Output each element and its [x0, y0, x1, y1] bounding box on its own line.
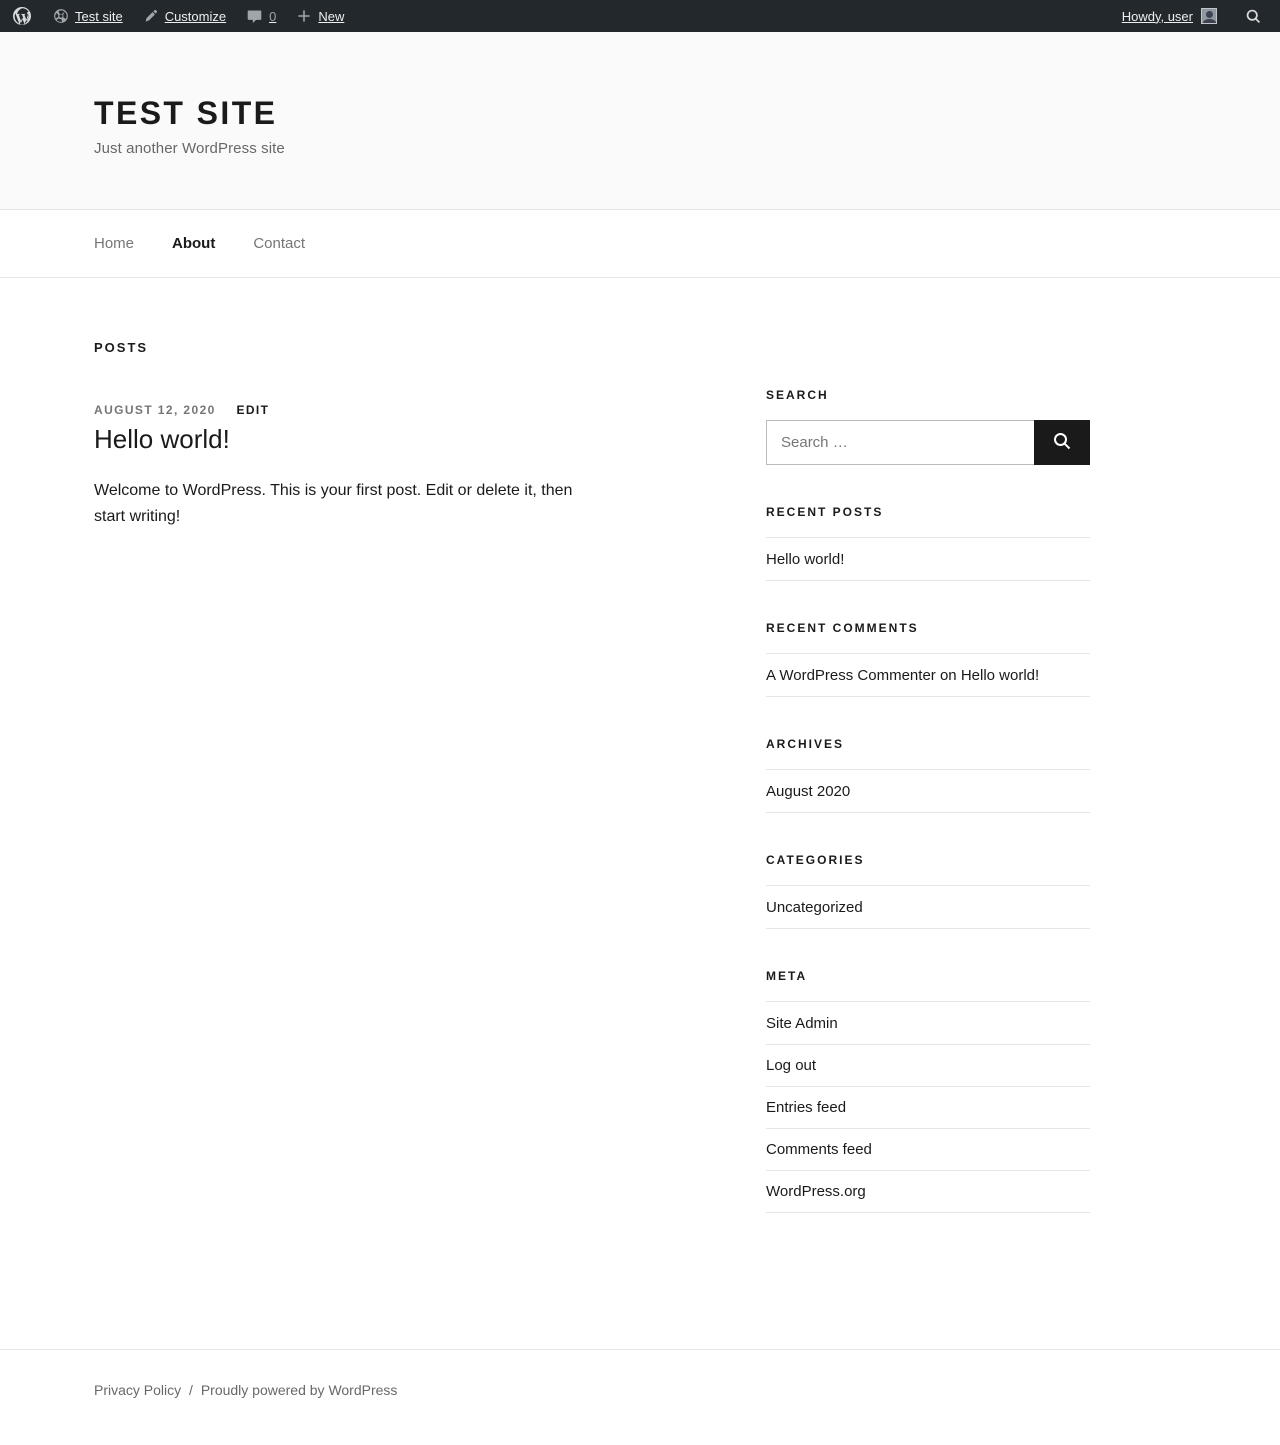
- list-item[interactable]: [766, 1171, 1090, 1213]
- list-item[interactable]: [766, 769, 1090, 813]
- site-branding: [94, 94, 1186, 157]
- search-input[interactable]: [766, 420, 1034, 465]
- recent-comments-list: [766, 653, 1090, 697]
- search-icon: [1245, 8, 1262, 25]
- comments-link[interactable]: [236, 0, 286, 32]
- primary-content: [94, 340, 686, 530]
- new-content-menu[interactable]: [286, 0, 354, 32]
- howdy-label: Howdy, user: [1121, 8, 1193, 24]
- meta-link-entries-feed[interactable]: Entries feed: [766, 1099, 847, 1117]
- post-excerpt: Welcome to WordPress. This is your first post. Edit or delete it, then start writing!: [94, 481, 573, 526]
- comments-count: 0: [269, 8, 277, 24]
- widget-title-search: SEARCH: [766, 388, 829, 403]
- new-label: New: [318, 8, 345, 24]
- admin-search-button[interactable]: [1237, 8, 1270, 25]
- wp-admin-bar: [0, 0, 1280, 32]
- footer-inner: [94, 1382, 1186, 1398]
- search-icon: [1052, 431, 1072, 454]
- nav-link-contact[interactable]: Contact: [253, 234, 306, 252]
- archives-list: [766, 769, 1090, 813]
- post-content: [94, 478, 686, 531]
- admin-bar-right: [1112, 0, 1270, 32]
- list-item[interactable]: [766, 653, 1090, 697]
- post-title-link[interactable]: Hello world!: [94, 424, 230, 455]
- post-edit-link[interactable]: EDIT: [236, 403, 270, 418]
- nav-list: [94, 235, 1186, 253]
- archive-link[interactable]: August 2020: [766, 783, 851, 801]
- widget-archives: [766, 737, 1090, 813]
- wordpress-logo-icon: [12, 6, 32, 26]
- widget-title-recent-comments: RECENT COMMENTS: [766, 621, 919, 636]
- recent-posts-list: [766, 537, 1090, 581]
- nav-wrap: [94, 235, 1186, 253]
- site-name-menu[interactable]: [43, 0, 133, 32]
- dashboard-icon: [53, 8, 69, 24]
- widget-title-recent-posts: RECENT POSTS: [766, 505, 884, 520]
- edit-link-wrap: [236, 403, 269, 417]
- post-date-link[interactable]: AUGUST 12, 2020: [94, 403, 216, 418]
- recent-post-link[interactable]: Hello world!: [766, 551, 845, 569]
- paintbrush-icon: [143, 8, 159, 24]
- meta-link-site-admin[interactable]: Site Admin: [766, 1015, 838, 1033]
- meta-link-log-out[interactable]: Log out: [766, 1057, 817, 1075]
- comment-author: A WordPress Commenter: [766, 667, 936, 685]
- meta-link-comments-feed[interactable]: Comments feed: [766, 1141, 872, 1159]
- comment-post-link[interactable]: Hello world!: [960, 667, 1040, 685]
- avatar: [1201, 8, 1217, 24]
- customize-link[interactable]: [133, 0, 236, 32]
- categories-list: [766, 885, 1090, 929]
- search-form: [766, 420, 1090, 465]
- nav-item-about[interactable]: [172, 235, 215, 253]
- site-name-label: Test site: [75, 8, 123, 24]
- list-item[interactable]: [766, 537, 1090, 581]
- meta-link-wordpress-org[interactable]: WordPress.org: [766, 1183, 866, 1201]
- posts-heading: POSTS: [94, 340, 149, 356]
- nav-link-about[interactable]: About: [172, 234, 216, 252]
- widget-recent-comments: [766, 621, 1090, 697]
- comment-bubble-icon: [246, 8, 263, 25]
- wordpress-credit-link[interactable]: Proudly powered by WordPress: [200, 1382, 398, 1399]
- wordpress-logo-menu[interactable]: [0, 0, 43, 32]
- entry-meta: [94, 403, 686, 417]
- site-title-link[interactable]: TEST SITE: [94, 95, 278, 131]
- nav-item-contact[interactable]: [253, 235, 305, 253]
- primary-navigation: [0, 210, 1280, 278]
- sidebar: [766, 340, 1090, 1253]
- list-item[interactable]: [766, 1001, 1090, 1045]
- site-header: [0, 32, 1280, 210]
- comment-on-word: on: [939, 667, 957, 685]
- content-area: [94, 278, 1186, 1253]
- site-footer: [0, 1349, 1280, 1438]
- list-item[interactable]: [766, 1087, 1090, 1129]
- page-title: [94, 94, 1186, 132]
- category-link[interactable]: Uncategorized: [766, 899, 863, 917]
- list-item[interactable]: [766, 885, 1090, 929]
- customize-label: Customize: [164, 8, 227, 24]
- post-title: [94, 423, 686, 456]
- footer-separator: /: [189, 1382, 193, 1399]
- widget-title-categories: CATEGORIES: [766, 853, 865, 868]
- widget-title-meta: META: [766, 969, 808, 984]
- widget-categories: [766, 853, 1090, 929]
- admin-bar-left: [0, 0, 354, 32]
- list-item[interactable]: [766, 1129, 1090, 1171]
- nav-link-home[interactable]: Home: [94, 234, 135, 252]
- widget-title-archives: ARCHIVES: [766, 737, 845, 752]
- site-description: Just another WordPress site: [94, 140, 285, 158]
- widget-recent-posts: [766, 505, 1090, 581]
- nav-item-home[interactable]: [94, 235, 134, 253]
- widget-search: [766, 388, 1090, 465]
- my-account-menu[interactable]: [1112, 0, 1227, 32]
- plus-icon: [296, 8, 312, 24]
- widget-meta: [766, 969, 1090, 1213]
- post-article: [94, 403, 686, 530]
- meta-list: [766, 1001, 1090, 1213]
- search-submit-button[interactable]: [1034, 420, 1090, 465]
- privacy-policy-link[interactable]: Privacy Policy: [94, 1382, 182, 1399]
- list-item[interactable]: [766, 1045, 1090, 1087]
